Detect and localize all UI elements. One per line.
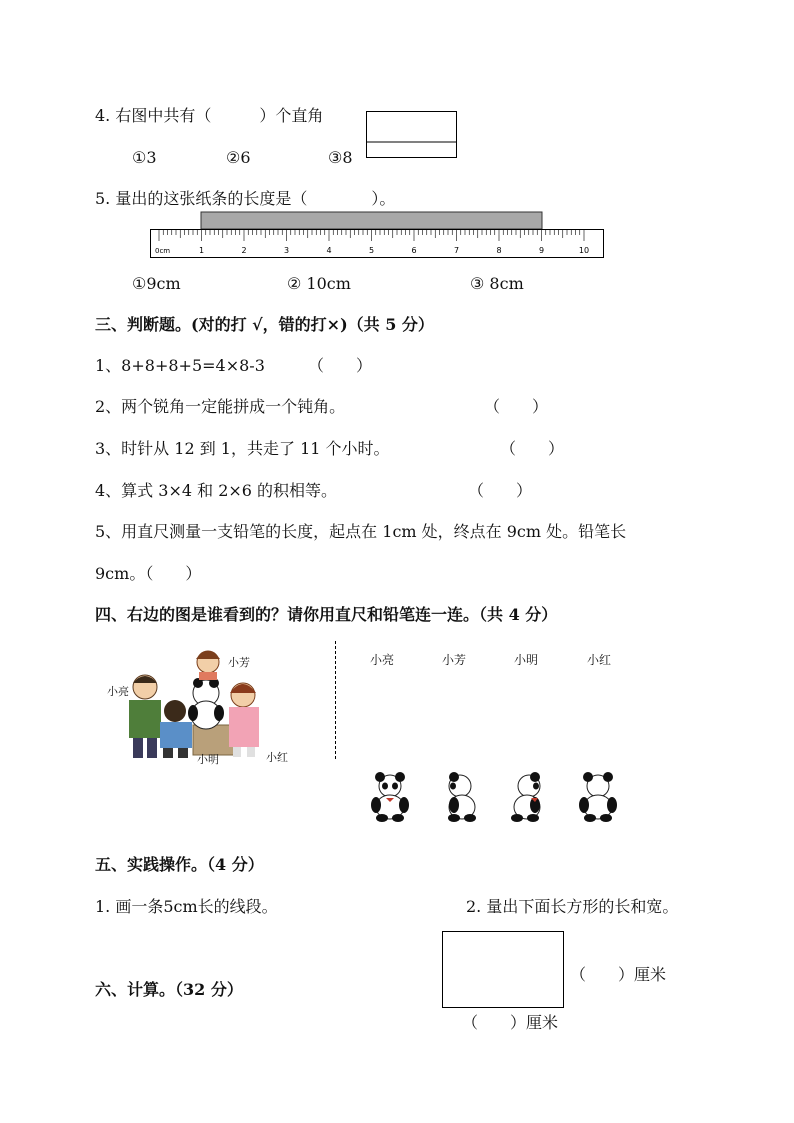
ruler-figure	[150, 210, 606, 262]
q4-text: 4. 右图中共有（ ）个直角	[95, 106, 324, 125]
q5-option-3: ③ 8cm	[470, 274, 524, 293]
q5-option-1: ①9cm	[132, 274, 181, 293]
ruler-number: 6	[411, 246, 417, 255]
panda-view-side-left	[440, 772, 484, 822]
ruler-number: 5	[368, 246, 375, 255]
judge-item-1: 1、8+8+8+5=4×8-3	[95, 356, 265, 375]
ruler-number: 10	[578, 246, 590, 255]
judge-item-2-blank: （ ）	[484, 397, 549, 416]
ruler-number: 1	[198, 246, 205, 255]
q4-option-1: ①3	[132, 148, 157, 167]
column-label-xiaoliang: 小亮	[370, 653, 395, 667]
section5-heading: 五、实践操作。（4 分）	[95, 855, 264, 874]
ruler-number: 9	[538, 246, 545, 255]
panda-view-side-right	[505, 772, 549, 822]
scene-label-xiaoliang: 小亮	[107, 685, 129, 698]
section6-heading: 六、计算。（32 分）	[95, 980, 243, 999]
q4-option-3: ③8	[328, 148, 353, 167]
rectangle-width-label: （ ）厘米	[570, 965, 667, 984]
scene-label-xiaoming: 小明	[197, 753, 219, 766]
panda-view-back	[576, 772, 620, 822]
dashed-divider	[335, 641, 336, 759]
ruler-number: 3	[283, 246, 290, 255]
judge-item-4: 4、算式 3×4 和 2×6 的积相等。	[95, 481, 338, 500]
column-label-xiaohong: 小红	[587, 653, 612, 667]
section3-heading: 三、判断题。(对的打 √，错的打×)（共 5 分）	[95, 315, 434, 334]
ruler-unit-label: 0cm	[155, 247, 171, 255]
scene-label-xiaofang: 小芳	[228, 656, 250, 669]
section4-heading: 四、右边的图是谁看到的？请你用直尺和铅笔连一连。（共 4 分）	[95, 605, 558, 624]
q5-option-2: ② 10cm	[287, 274, 351, 293]
ruler-number: 7	[453, 246, 460, 255]
scene-label-xiaohong: 小红	[266, 751, 288, 764]
judge-item-3: 3、时针从 12 到 1，共走了 11 个小时。	[95, 439, 390, 458]
judge-item-1-blank: （ ）	[308, 356, 373, 375]
judge-item-4-blank: （ ）	[468, 481, 533, 500]
ruler-number: 4	[326, 246, 332, 255]
q4-option-2: ②6	[226, 148, 251, 167]
q4-rectangle-figure	[366, 111, 458, 159]
judge-item-2: 2、两个锐角一定能拼成一个钝角。	[95, 397, 346, 416]
judge-item-5: 5、用直尺测量一支铅笔的长度，起点在 1cm 处，终点在 9cm 处。铅笔长	[95, 522, 627, 541]
measure-rectangle	[442, 931, 564, 1008]
rectangle-length-label: （ ）厘米	[462, 1013, 559, 1032]
judge-item-3-blank: （ ）	[500, 439, 565, 458]
practice-q1: 1. 画一条5cm长的线段。	[95, 897, 278, 916]
children-panda-scene	[115, 645, 290, 760]
ruler-number: 8	[496, 246, 502, 255]
q5-text: 5. 量出的这张纸条的长度是（ ）。	[95, 189, 396, 208]
paper-strip	[201, 212, 542, 229]
ruler-number: 2	[241, 246, 247, 255]
practice-q2: 2. 量出下面长方形的长和宽。	[466, 897, 679, 916]
panda-view-front	[368, 772, 412, 822]
judge-item-5-continued: 9cm。（ ）	[95, 564, 202, 583]
column-label-xiaofang: 小芳	[442, 653, 467, 667]
column-label-xiaoming: 小明	[514, 653, 539, 667]
